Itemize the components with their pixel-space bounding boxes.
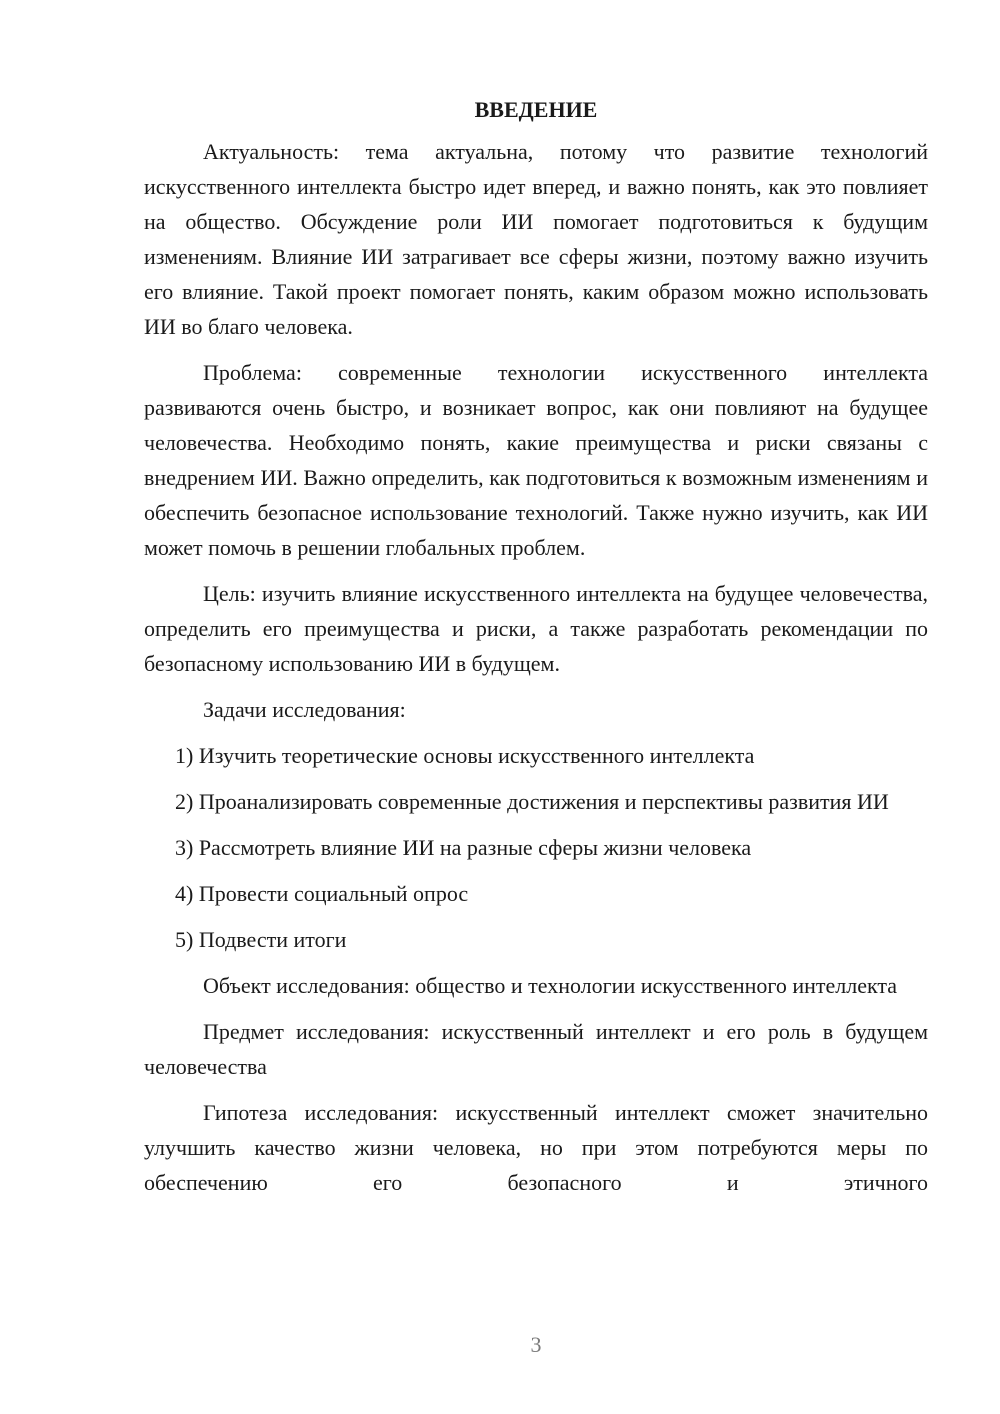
section-title: ВВЕДЕНИЕ bbox=[474, 97, 598, 122]
task-item-4: 4) Провести социальный опрос bbox=[175, 881, 469, 906]
object-paragraph: Объект исследования: общество и технологии искусственного интеллекта bbox=[203, 973, 898, 998]
page-content bbox=[144, 96, 928, 1211]
goal-paragraph: Цель: изучить влияние искусственного интеллекта на будущее человечества, определить его преимущества и риски, а также разработать рекомендации по безопасному использованию ИИ в будущем. bbox=[144, 581, 928, 676]
task-item-1: 1) Изучить теоретические основы искусственного интеллекта bbox=[175, 743, 755, 768]
tasks-heading: Задачи исследования: bbox=[203, 697, 406, 722]
problem-paragraph: Проблема: современные технологии искусственного интеллекта развиваются очень быстро, и возникает вопрос, как они повлияют на будущее человечества. Необходимо понять, какие преимущества и риски связаны с внедрением ИИ. Важно определить, как подготовиться к возможным изменениям и обеспечить безопасное использование технологий. Также нужно изучить, как ИИ может помочь в решении глобальных проблем. bbox=[144, 360, 928, 560]
task-item-3: 3) Рассмотреть влияние ИИ на разные сферы жизни человека bbox=[175, 835, 752, 860]
task-item-5: 5) Подвести итоги bbox=[175, 927, 347, 952]
relevance-paragraph: Актуальность: тема актуальна, потому что развитие технологий искусственного интеллекта быстро идет вперед, и важно понять, как это повлияет на общество. Обсуждение роли ИИ помогает подготовиться к будущим изменениям. Влияние ИИ затрагивает все сферы жизни, поэтому важно изучить его влияние. Такой проект помогает понять, каким образом можно использовать ИИ во благо человека. bbox=[144, 139, 928, 339]
subject-paragraph: Предмет исследования: искусственный интеллект и его роль в будущем человечества bbox=[144, 1019, 928, 1079]
page-number: 3 bbox=[530, 1332, 542, 1357]
task-item-2: 2) Проанализировать современные достижения и перспективы развития ИИ bbox=[175, 789, 889, 814]
hypothesis-paragraph: Гипотеза исследования: искусственный интеллект сможет значительно улучшить качество жизни человека, но при этом потребуются меры по обеспечению его безопасного и этичного bbox=[144, 1100, 928, 1195]
